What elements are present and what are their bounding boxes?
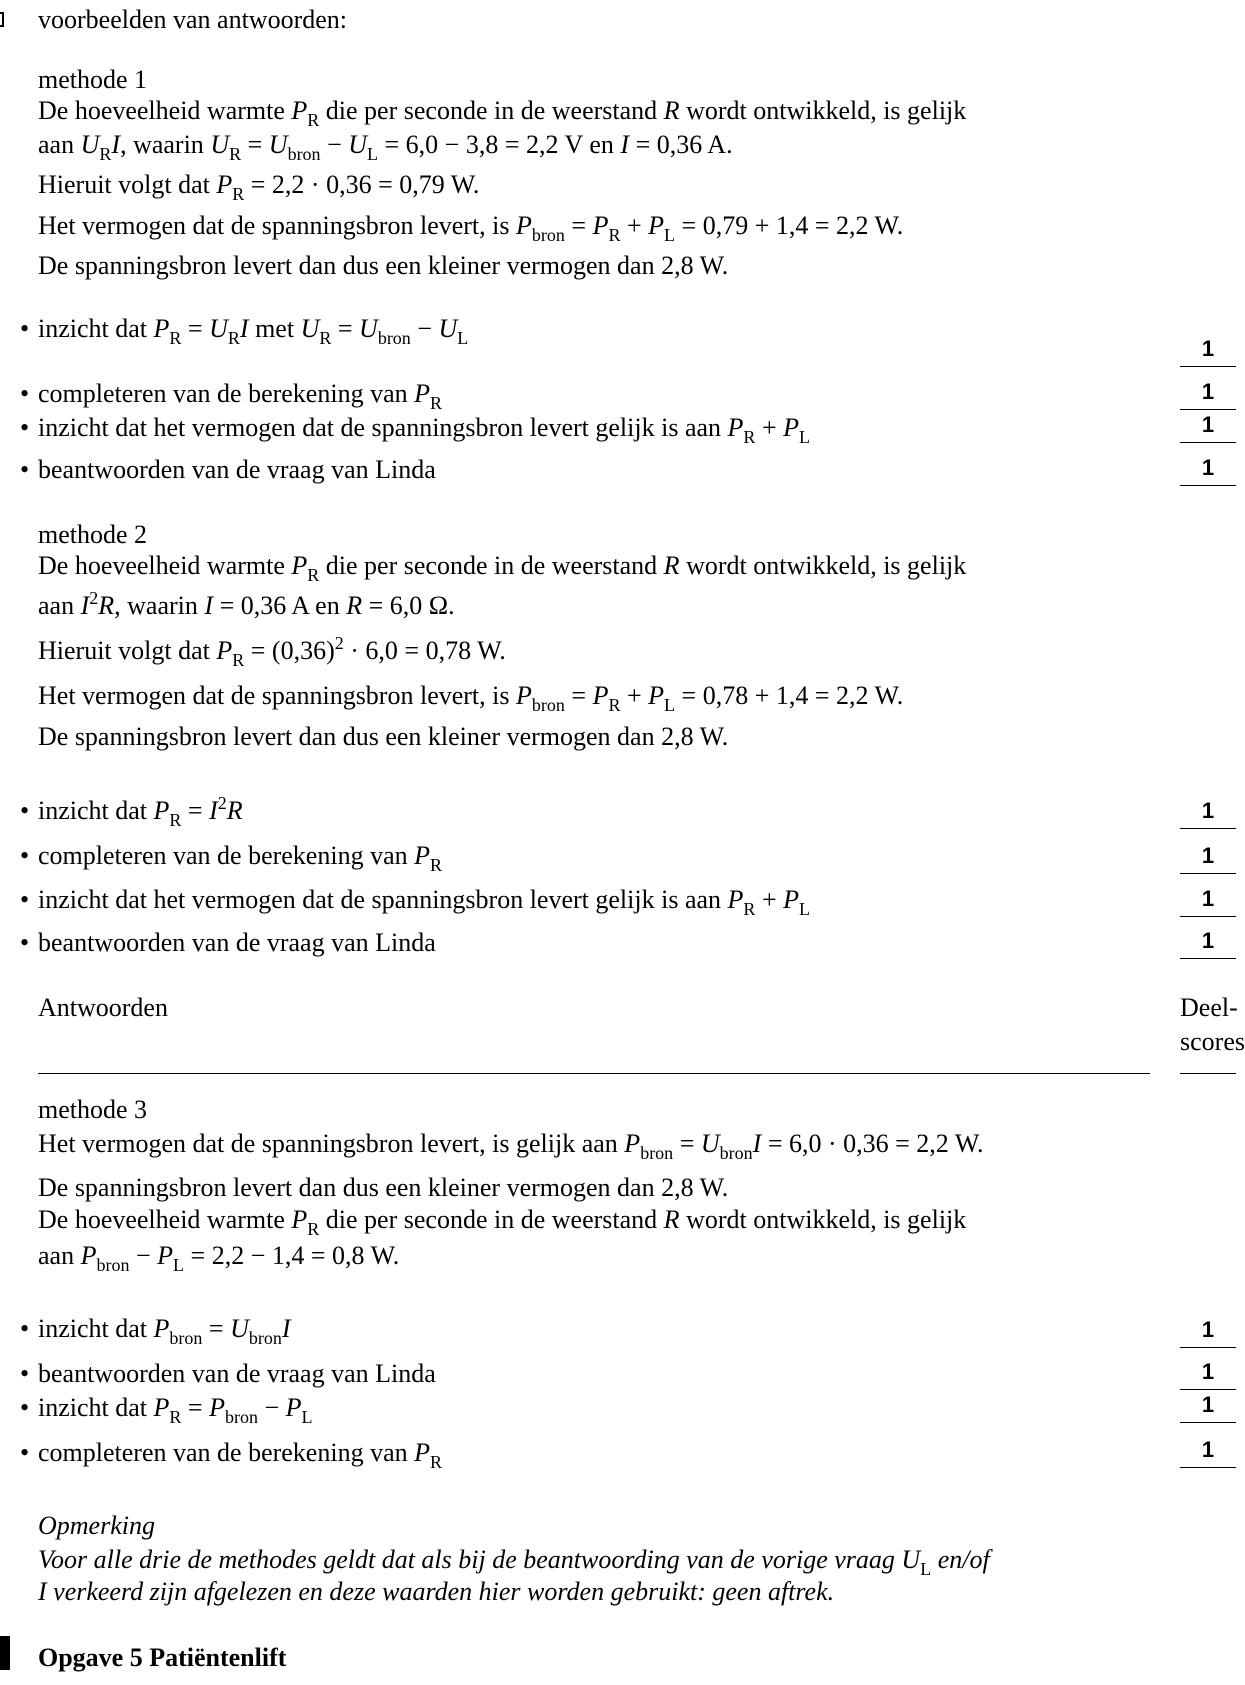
method-3-line-2: De spanningsbron levert dan dus een kleiner vermogen dan 2,8 W. [38,1173,729,1202]
method-3-line-1: Het vermogen dat de spanningsbron levert, is gelijk aan $P_{bron} = U_{bron}I = 6,0 \cdot 0,36 = 2,2$ W. [38,1129,984,1163]
header-rule-left [38,1073,1150,1074]
method-3-criterion-1: • inzicht dat $P_{bron} = U_{bron}I$ [20,1314,291,1348]
intro-text: voorbeelden van antwoorden: [38,5,348,34]
method-1-criterion-1: • inzicht dat $P_R = U_RI$ met $U_R = U_{bron} - U_L$ [20,314,469,348]
score-mark: 1 [1180,410,1236,443]
method-2-line-2: aan $I^2R$, waarin I = 0,36 A en R = 6,0 Ω. [38,588,455,620]
score-mark: 1 [1180,1435,1236,1468]
method-2-criterion-4: • beantwoorden van de vraag van Linda [20,928,436,957]
score-mark: 1 [1180,796,1236,829]
method-1-line-3: Hieruit volgt dat $P_R = 2,2 \cdot 0,36 = 0,79$ W. [38,170,480,204]
method-2-line-5: De spanningsbron levert dan dus een kleiner vermogen dan 2,8 W. [38,722,729,751]
method-2-title: methode 2 [38,520,148,549]
method-2-criterion-1: • inzicht dat $P_R = I^2R$ [20,793,243,830]
method-3-criterion-4: • completeren van de berekening van $P_R$ [20,1438,443,1472]
score-mark: 1 [1180,1315,1236,1348]
score-mark: 1 [1180,1390,1236,1423]
method-3-line-3: De hoeveelheid warmte $P_R$ die per seconde in de weerstand R wordt ontwikkeld, is gelijk [38,1205,967,1239]
method-2-line-3: Hieruit volgt dat $P_R = (0,36)^2 \cdot 6,0 = 0,78$ W. [38,633,506,670]
checkbox-marker [0,12,4,27]
method-1-title: methode 1 [38,65,148,94]
header-rule-right [1180,1073,1236,1074]
remark-line-2: I verkeerd zijn afgelezen en deze waarden hier worden gebruikt: geen aftrek. [38,1577,835,1606]
score-mark: 1 [1180,841,1236,874]
method-2-line-1: De hoeveelheid warmte $P_R$ die per seconde in de weerstand R wordt ontwikkeld, is gelijk [38,551,967,585]
method-1-line-4: Het vermogen dat de spanningsbron levert, is $P_{bron} = P_R + P_L = 0,79 + 1,4 = 2,2$ W. [38,211,904,245]
method-2-criterion-3: • inzicht dat het vermogen dat de spanningsbron levert gelijk is aan $P_R + P_L$ [20,885,810,919]
method-3-criterion-3: • inzicht dat $P_R = P_{bron} - P_L$ [20,1393,313,1427]
score-mark: 1 [1180,377,1236,410]
score-mark: 1 [1180,334,1236,367]
method-1-line-5: De spanningsbron levert dan dus een kleiner vermogen dan 2,8 W. [38,251,729,280]
method-3-title: methode 3 [38,1095,148,1124]
header-answers: Antwoorden [38,993,168,1022]
next-section-title: Opgave 5 Patiëntenlift [38,1643,287,1672]
score-mark: 1 [1180,884,1236,917]
header-partial-scores-2: scores [1180,1027,1245,1056]
remark-title: Opmerking [38,1511,155,1540]
score-mark: 1 [1180,453,1236,486]
method-3-line-4: aan $P_{bron} - P_L = 2,2 - 1,4 = 0,8$ W. [38,1241,400,1275]
method-1-criterion-2: • completeren van de berekening van $P_R$ [20,379,443,413]
method-1-criterion-4: • beantwoorden van de vraag van Linda [20,455,436,484]
section-marker [0,1636,10,1670]
method-1-criterion-3: • inzicht dat het vermogen dat de spanningsbron levert gelijk is aan $P_R + P_L$ [20,413,810,447]
method-2-criterion-2: • completeren van de berekening van $P_R$ [20,841,443,875]
method-3-criterion-2: • beantwoorden van de vraag van Linda [20,1359,436,1388]
score-mark: 1 [1180,1357,1236,1390]
method-1-line-2: aan $U_RI$, waarin $U_R = U_{bron} - U_L = 6,0 - 3,8 = 2,2$ V en I = 0,36 A. [38,130,733,164]
method-1-line-1: De hoeveelheid warmte $P_R$ die per seconde in de weerstand R wordt ontwikkeld, is gelijk [38,96,967,130]
remark-line-1: Voor alle drie de methodes geldt dat als bij de beantwoording van de vorige vraag $U_L$ en/of [38,1545,990,1579]
method-2-line-4: Het vermogen dat de spanningsbron levert, is $P_{bron} = P_R + P_L = 0,78 + 1,4 = 2,2$ W. [38,681,904,715]
header-partial-scores-1: Deel- [1180,993,1238,1022]
score-mark: 1 [1180,926,1236,959]
